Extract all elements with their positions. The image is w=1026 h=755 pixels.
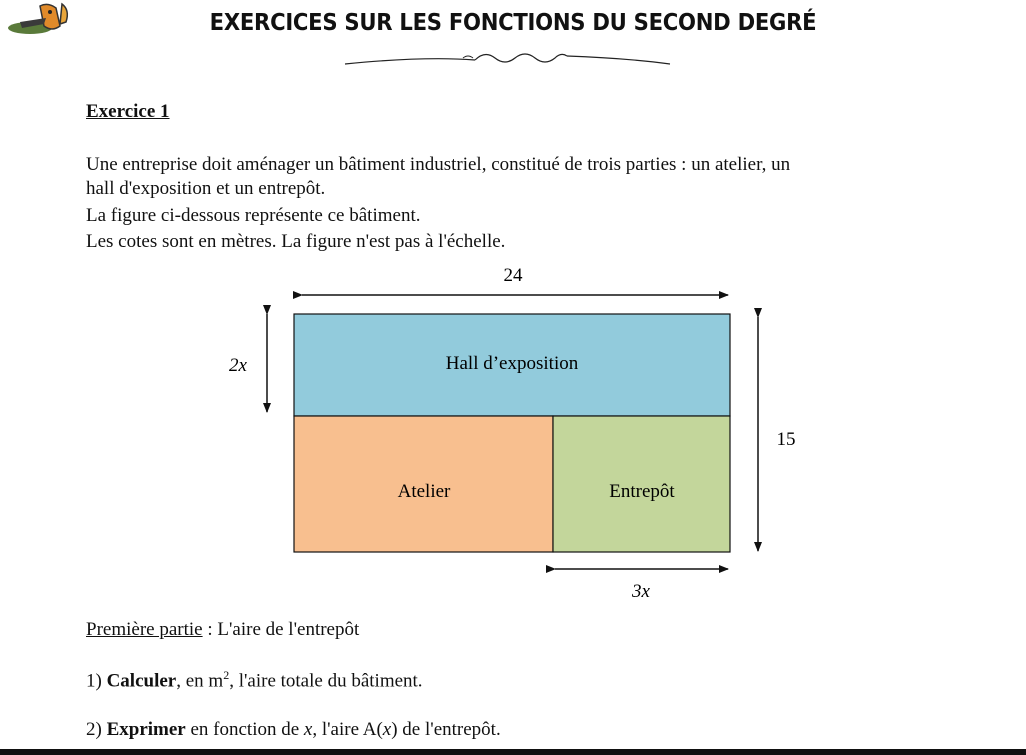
building-figure <box>200 255 820 605</box>
statement-line-2: hall d'exposition et un entrepôt. <box>86 178 326 199</box>
width-label: 24 <box>503 265 523 286</box>
part-heading-rest: : L'aire de l'entrepôt <box>202 619 360 640</box>
height-label: 15 <box>776 429 796 450</box>
q1-number: 1) <box>86 670 107 692</box>
entrepot-width-label: 3x <box>632 581 650 602</box>
statement-line-4: Les cotes sont en mètres. La figure n'est pas à l'échelle. <box>86 231 506 252</box>
question-1 <box>86 668 423 692</box>
q2-variable: x <box>303 719 313 740</box>
q2-variable-2: x <box>382 719 392 740</box>
hall-label: Hall d’exposition <box>445 353 579 374</box>
q1-verb: Calculer <box>106 670 177 692</box>
part-heading-title: Première partie <box>86 619 203 640</box>
q2-verb: Exprimer <box>106 719 186 740</box>
q1-rest: , l'aire totale du bâtiment. <box>229 670 423 692</box>
statement-line-3: La figure ci-dessous représente ce bâtiment. <box>86 205 421 226</box>
q2-number: 2) <box>86 719 107 740</box>
bottom-border <box>0 749 1026 755</box>
q2-text-a: en fonction de <box>185 719 304 740</box>
ornament-divider-icon <box>335 48 675 72</box>
question-2 <box>86 719 501 741</box>
q2-text-b: , l'aire A( <box>312 719 383 740</box>
exercise-title: Exercice 1 <box>86 101 170 122</box>
part-heading <box>86 619 359 641</box>
atelier-label: Atelier <box>397 481 451 502</box>
q1-exponent: 2 <box>223 668 230 682</box>
hall-height-label: 2x <box>229 355 247 376</box>
page-title: EXERCICES SUR LES FONCTIONS DU SECOND DEGRÉ <box>209 10 817 36</box>
statement-line-1: Une entreprise doit aménager un bâtiment industriel, constitué de trois parties : un atelier, un <box>86 154 791 175</box>
entrepot-label: Entrepôt <box>609 481 675 502</box>
q2-text-c: ) de l'entrepôt. <box>391 719 501 740</box>
q1-unit: , en m <box>176 670 224 692</box>
